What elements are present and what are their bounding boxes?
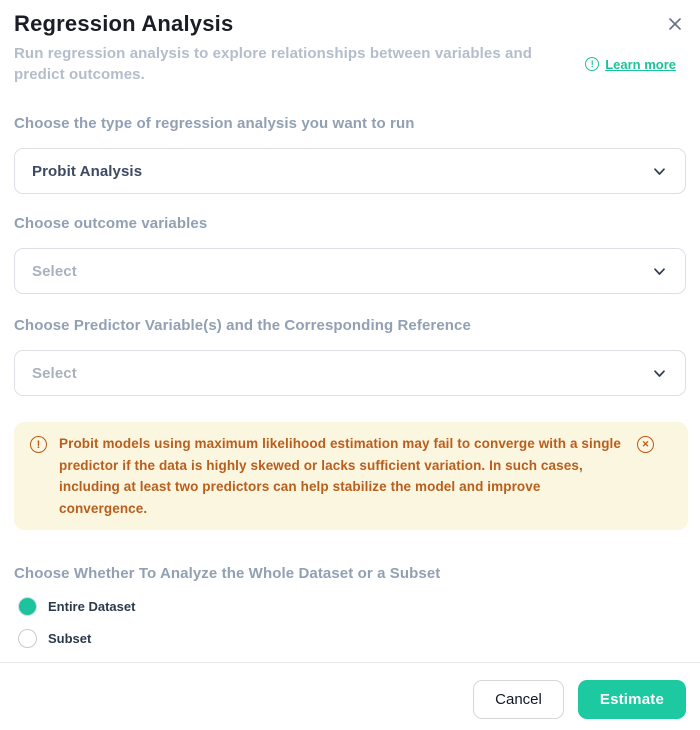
modal-footer (0, 662, 700, 730)
warning-text: Probit models using maximum likelihood estimation may fail to converge with a single predictor if the data is highly skewed or lacks sufficient variation. In such cases, including at least two predictors can help stabilize the model and improve convergence. (59, 436, 622, 516)
predictor-variables-dropdown[interactable] (14, 350, 686, 396)
dismiss-warning-icon[interactable]: ✕ (637, 436, 654, 453)
alert-circle-icon: ! (30, 436, 47, 453)
learn-more-label: Learn more (605, 56, 676, 72)
chevron-down-icon (651, 163, 668, 180)
warning-banner (14, 422, 688, 530)
cancel-button[interactable]: Cancel (473, 680, 564, 719)
regression-type-dropdown[interactable] (14, 148, 686, 194)
radio-entire-dataset-label: Entire Dataset (48, 599, 136, 614)
predictor-variables-placeholder: Select (32, 364, 77, 382)
chevron-down-icon (651, 263, 668, 280)
radio-subset-label: Subset (48, 631, 92, 646)
page-title: Regression Analysis (14, 11, 234, 36)
radio-subset[interactable] (18, 629, 686, 648)
info-circle-icon: ! (585, 57, 599, 71)
outcome-variables-label: Choose outcome variables (14, 215, 208, 232)
predictor-variables-label: Choose Predictor Variable(s) and the Corresponding Reference (14, 317, 471, 334)
estimate-button[interactable]: Estimate (578, 680, 686, 719)
radio-unselected-icon (18, 629, 37, 648)
radio-selected-icon (18, 597, 37, 616)
modal-subtitle: Run regression analysis to explore relationships between variables and predict outcomes. (14, 45, 533, 83)
modal-header (14, 0, 686, 37)
outcome-variables-placeholder: Select (32, 262, 77, 280)
learn-more-link[interactable] (585, 57, 676, 72)
outcome-variables-dropdown[interactable] (14, 248, 686, 294)
close-button[interactable] (664, 13, 686, 35)
close-icon (666, 21, 684, 36)
dataset-scope-label: Choose Whether To Analyze the Whole Dataset or a Subset (14, 565, 441, 582)
regression-type-label: Choose the type of regression analysis you want to run (14, 115, 415, 132)
regression-type-value: Probit Analysis (32, 162, 143, 180)
chevron-down-icon (651, 365, 668, 382)
modal-subheader (14, 43, 686, 85)
radio-entire-dataset[interactable] (18, 597, 686, 616)
